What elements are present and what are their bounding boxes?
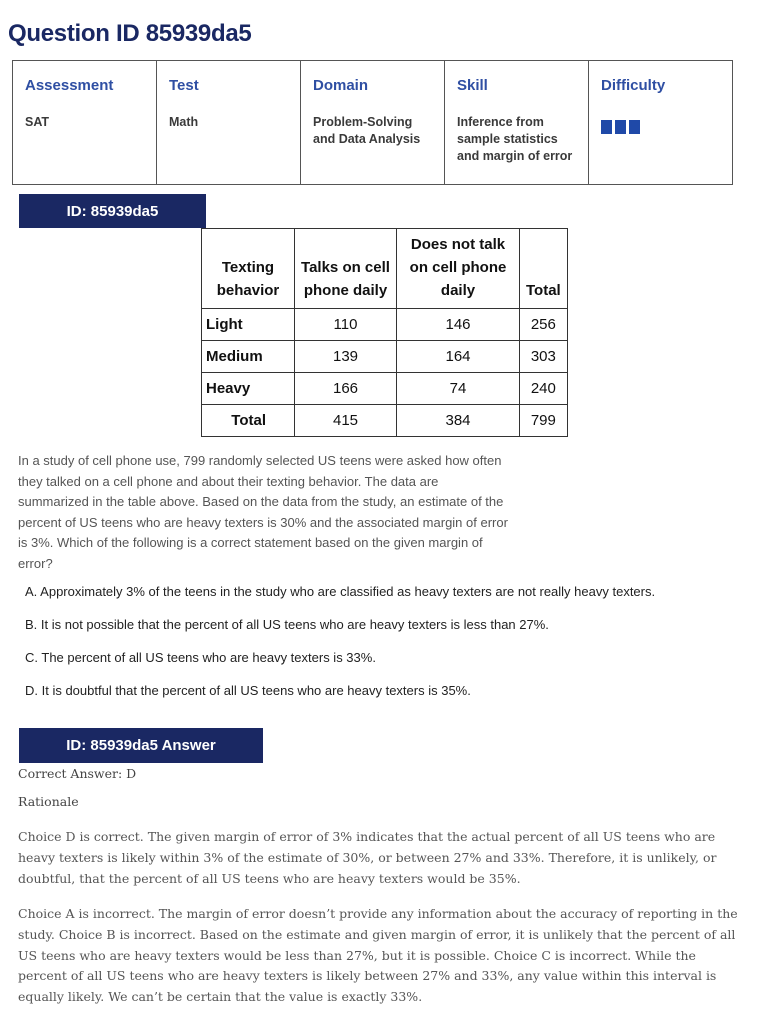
table-cell: 139 [295,341,397,373]
skill-cell [445,61,589,185]
rationale-paragraph: Choice A is incorrect. The margin of error doesn’t provide any information about the accuracy of reporting in the study. Choice B is incorrect. Based on the estimate and given margin of error, it is unlikely that the percent of all US teens who are heavy texters would be less than 27%, but it is possible. Choice C is incorrect. While the percent of all US teens who are heavy texters is likely between 27% and 33%, any value within this interval is equally likely. We can’t be certain that the value is exactly 33%. [18,906,738,1005]
test-header: Test [169,77,199,94]
row-label: Total [202,405,295,437]
difficulty-block [615,120,626,134]
row-label: Heavy [202,373,295,405]
table-row [202,405,568,437]
skill-header: Skill [457,77,488,94]
answer-choice-d[interactable]: D. It is doubtful that the percent of all US teens who are heavy texters is 35%. [25,683,471,698]
difficulty-block [629,120,640,134]
difficulty-header: Difficulty [601,77,666,94]
table-row [202,373,568,405]
answer-choice-c[interactable]: C. The percent of all US teens who are heavy texters is 33%. [25,650,376,665]
table-cell: 240 [520,373,568,405]
question-metadata-table [12,60,733,185]
table-cell: 384 [397,405,520,437]
skill-value: Inference from sample statistics and margin of error [457,115,573,163]
table-cell: 303 [520,341,568,373]
assessment-cell [13,61,157,185]
difficulty-cell [589,61,733,185]
assessment-value: SAT [25,115,50,129]
rationale-label: Rationale [18,794,79,809]
question-text: In a study of cell phone use, 799 randomly selected US teens were asked how often they talked on a cell phone and about their texting behavior. The data are summarized in the table above. Based on the data from the study, an estimate of the percent of US teens who are heavy texters is 30% and the associated margin of error is 3%. Which of the following is a correct statement based on the given margin of error? [18,453,508,571]
question-id-banner: ID: 85939da5 [19,194,206,228]
table-row [202,341,568,373]
domain-cell [301,61,445,185]
table-cell: 256 [520,309,568,341]
row-label: Medium [202,341,295,373]
column-header: Total [520,229,568,309]
data-table [201,228,568,437]
table-cell: 166 [295,373,397,405]
table-cell: 74 [397,373,520,405]
page-title: Question ID 85939da5 [8,20,252,47]
test-value: Math [169,115,199,129]
table-row [202,309,568,341]
difficulty-block [601,120,612,134]
table-cell: 415 [295,405,397,437]
answer-banner: ID: 85939da5 Answer [19,728,263,763]
correct-answer: Correct Answer: D [18,766,137,781]
row-label: Light [202,309,295,341]
answer-choice-a[interactable]: A. Approximately 3% of the teens in the study who are classified as heavy texters are not really heavy texters. [25,584,656,599]
table-cell: 164 [397,341,520,373]
difficulty-indicator [601,94,720,134]
column-header: Talks on cell phone daily [295,229,397,309]
column-header: Does not talk on cell phone daily [397,229,520,309]
domain-value: Problem-Solving and Data Analysis [313,115,421,146]
answer-choice-b[interactable]: B. It is not possible that the percent of all US teens who are heavy texters is less than 27%. [25,617,549,632]
rationale-paragraph: Choice D is correct. The given margin of error of 3% indicates that the actual percent of all US teens who are heavy texters is likely within 3% of the estimate of 30%, or between 27% and 33%. Therefore, it is unlikely, or doubtful, that the percent of all US teens who are heavy texters would be 35%. [18,829,717,886]
assessment-header: Assessment [25,77,114,94]
table-cell: 799 [520,405,568,437]
table-cell: 146 [397,309,520,341]
test-cell [157,61,301,185]
table-cell: 110 [295,309,397,341]
domain-header: Domain [313,77,369,94]
column-header: Texting behavior [202,229,295,309]
